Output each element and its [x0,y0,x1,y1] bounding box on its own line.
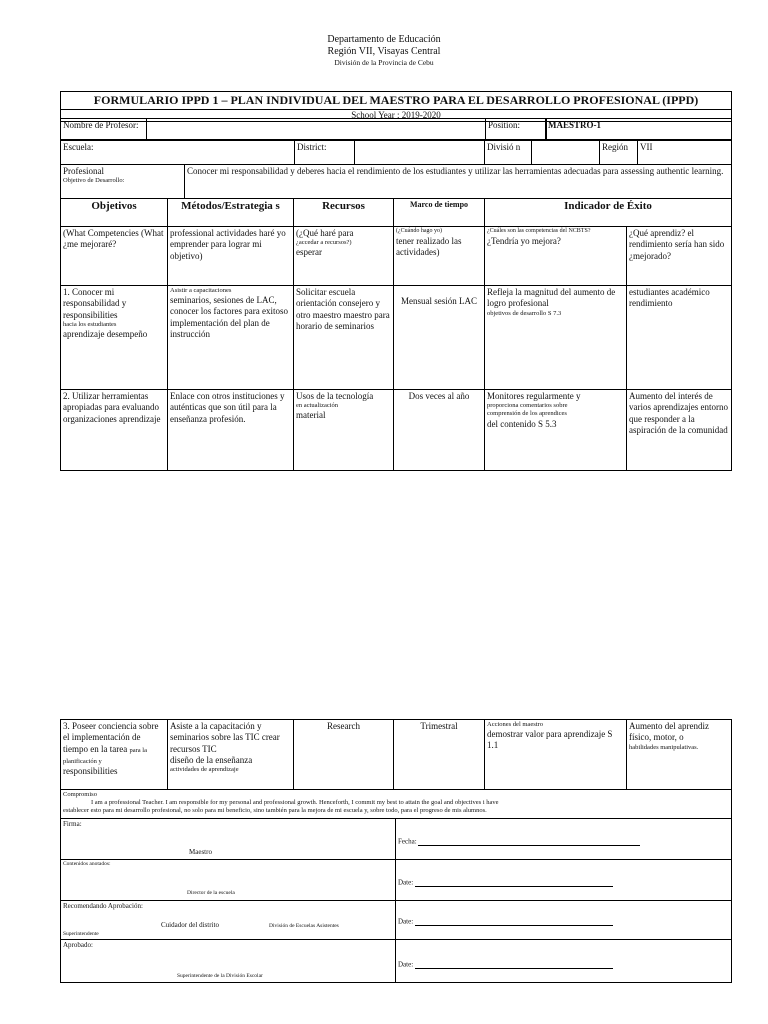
row2-indicador-b: proporciona comentarios sobre [487,402,568,410]
row3-metodo-c: actividades de aprendizaje [170,766,239,773]
director-label: Director de la escuela [187,890,235,896]
row3-recursos: Research [294,720,394,790]
row3-indicador-b: demostrar valor para aprendizaje S 1.1 [487,729,613,751]
department-name: Departamento de Educación [327,34,441,45]
col-marco: Marco de tiempo [394,199,485,227]
date2-field[interactable] [415,917,613,926]
date3-field[interactable] [415,960,613,969]
guide-marco-a: (¿Cuándo hago yo) [396,228,442,234]
plan-table [60,198,732,471]
superintendente-division-label: Superintendente de la División Escolar [177,973,263,979]
row1-recursos: Solicitar escuela orientación consejero y otro maestro maestro para horario de seminarios [294,286,394,390]
row3-marco: Trimestral [394,720,485,790]
row1-objetivo-b: hacia los estudiantes [63,320,117,328]
row2-indicador-c: comprensión de los aprendices [487,410,567,418]
objetivo-value: Conocer mi responsabilidad y deberes hacia el rendimiento de los estudiantes y utilizar las herramientas adecuadas para assessing authentic learning. [185,165,732,199]
row1-marco: Mensual sesión LAC [394,286,485,390]
school-info-table [60,140,732,165]
cuidador-label: Cuidador del distrito [161,921,219,929]
signature-table [60,818,732,983]
guide-aprendiz: ¿Qué aprendiz? el rendimiento sería han sido ¿mejorado? [627,227,732,286]
commitment-line2: establecer esto para mi desarrollo profesional, no solo para mi beneficio, sino también para la mejora de mi escuela y, sobre todo, para el progreso de mis alumnos. [63,807,487,815]
row2-indicador-a: Monitores regularmente y [487,391,581,401]
objective-table [60,164,732,199]
nombre-label: Nombre de Profesor: [61,119,147,140]
commitment-line1: I am a professional Teacher. I am responsible for my personal and professional growth. Henceforth, I commit my best to attain the goal and objectives i have [91,799,499,807]
region-label: Región [600,141,638,165]
guide-indicador-a: ¿Cuáles son las competencias del NCBTS? [487,228,591,234]
contenidos-label: Contenidos anotados: [63,861,111,867]
district-label: District: [295,141,355,165]
guide-row [61,227,732,286]
row1-objetivo-c: aprendizaje desempeño [63,328,148,339]
date3-label: Date: [398,960,414,969]
maestro-label: Maestro [189,848,212,856]
position-value: MAESTRO-1 [546,119,732,140]
row1-indicador-b: objetivos de desarrollo S 7.3 [487,309,562,317]
school-year: School Year : 2019-2020 [61,110,732,122]
plan-table-continued [60,719,732,819]
row3-objetivo-b: para la planificación y [63,746,147,765]
table-row [61,390,732,471]
fecha-label: Fecha: [398,837,417,846]
objetivo-label: Objetivo de Desarrollo: [63,177,125,185]
guide-recursos-a: (¿Qué haré para [296,228,354,238]
division-field[interactable] [532,141,600,165]
col-recursos: Recursos [294,199,394,227]
nombre-field[interactable] [147,119,486,140]
row3-metodo-a: Asiste a la capacitación y seminarios sobre las TIC crear recursos TIC [170,721,280,754]
division-name: División de la Provincia de Cebu [334,58,434,67]
guide-objetivos: (What Competencies (What ¿me mejoraré? [61,227,168,286]
row3-aprendiz-b: habilidades manipulativas. [629,743,699,751]
division-escuelas-label: División de Escuelas Asistentes [269,923,339,929]
position-label: Position: [486,119,546,140]
district-field[interactable] [355,141,485,165]
row3-aprendiz-a: Aumento del aprendiz físico, motor, o [629,721,709,743]
fecha-field[interactable] [418,837,640,846]
guide-marco-b: tener realizado las actividades) [396,235,462,257]
region-value: VII [638,141,732,165]
escuela-label: Escuela: [61,141,295,165]
col-objetivos: Objetivos [61,199,168,227]
row2-aprendiz: Aumento del interés de varios aprendizajes entorno que responder a la aspiración de la comunidad [627,390,732,471]
table-row [61,286,732,390]
row2-recursos-b: en actualización [296,402,339,410]
row1-objetivo: 1. Conocer mi responsabilidad y responsibilities [63,287,127,320]
date2-label: Date: [398,917,414,926]
col-indicador: Indicador de Éxito [485,199,732,227]
guide-recursos-b: ¿accedar a recursos?) [296,239,352,247]
commitment-row [61,790,732,819]
date1-field[interactable] [415,878,613,887]
guide-metodos: professional actividades haré yo emprender para lograr mi objetivo) [168,227,294,286]
date1-label: Date: [398,878,414,887]
firma-label: Firma: [63,820,82,828]
document-header [0,34,768,67]
col-metodos: Métodos/Estrategia s [168,199,294,227]
row3-objetivo-c: responsibilities [63,766,118,776]
row1-indicador-a: Refleja la magnitud del aumento de logro profesional [487,287,616,309]
recomendando-label: Recomendando Aprobación: [63,902,143,910]
table-row [61,720,732,790]
row1-metodo-a: Asistir a capacitaciones [170,287,232,294]
row3-metodo-b: diseño de la enseñanza [170,754,253,765]
aprobado-label: Aprobado: [63,941,93,949]
row1-aprendiz: estudiantes académico rendimiento [627,286,732,390]
guide-recursos-c: esperar [296,247,322,258]
region-name: Región VII, Visayas Central [327,46,441,57]
superintendente-label: Superintendente [63,931,99,937]
division-label: Divisió n [485,141,532,165]
row2-metodo: Enlace con otros instituciones y auténticas que son útil para la enseñanza profesión. [168,390,294,471]
row2-recursos-c: material [296,410,326,421]
commitment-label: Compromiso [63,791,97,798]
row3-indicador-a: Acciones del maestro [487,721,543,728]
guide-indicador-b: ¿Tendría yo mejora? [487,235,561,246]
profesional-label: Profesional [63,166,104,176]
teacher-info-table [60,118,732,140]
form-title: FORMULARIO IPPD 1 – PLAN INDIVIDUAL DEL MAESTRO PARA EL DESARROLLO PROFESIONAL (IPPD) [61,92,732,110]
row2-objetivo: 2. Utilizar herramientas apropiadas para evaluando organizaciones aprendizaje [61,390,168,471]
row2-indicador-d: del contenido S 5.3 [487,418,557,429]
row3-objetivo: 3. Poseer conciencia sobre el implementación de tiempo en la tarea [63,721,159,754]
row2-recursos-a: Usos de la tecnología [296,391,374,401]
row1-metodo-b: seminarios, sesiones de LAC, conocer los factores para exitoso implementación del plan de instrucción [170,295,288,339]
row2-marco: Dos veces al año [394,390,485,471]
